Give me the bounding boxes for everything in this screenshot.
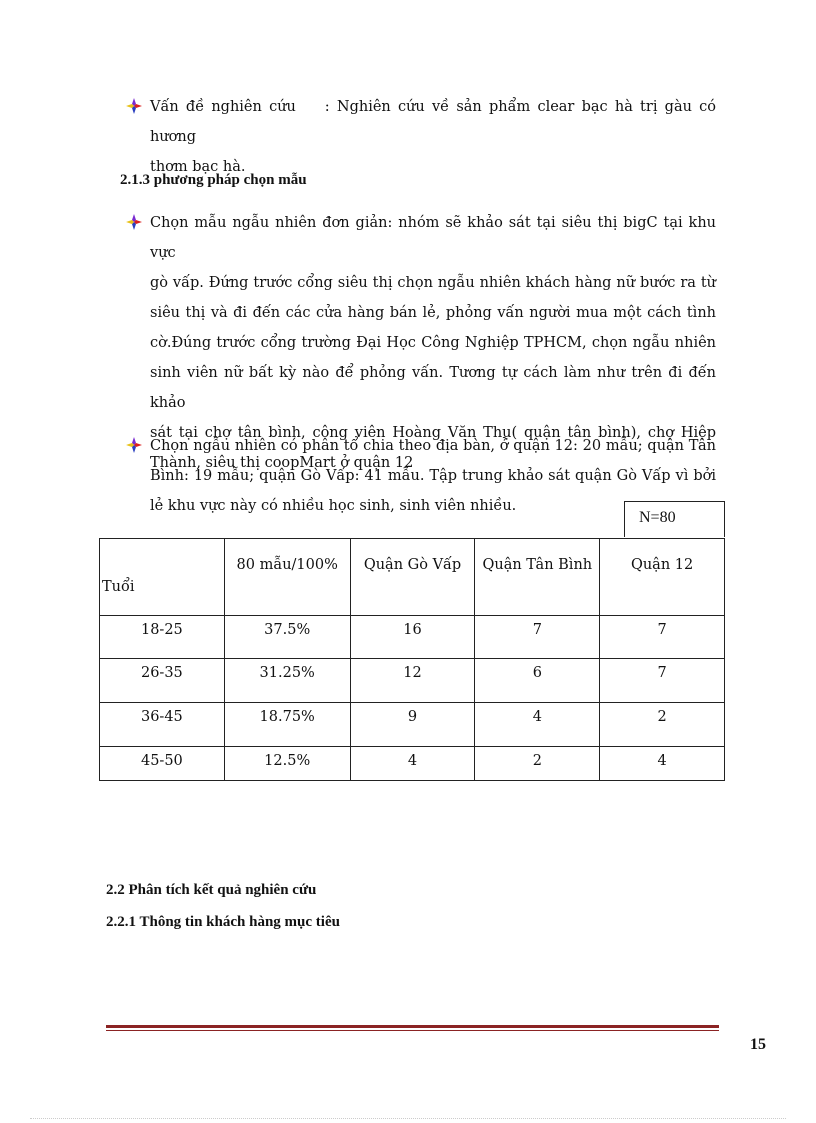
section-heading-213: 2.1.3 phương pháp chọn mẫu <box>120 172 307 188</box>
paragraph-line: Thành, siêu thị coopMart ở quận 12 <box>150 455 414 471</box>
table-header-cell: 80 mẫu/100% <box>224 539 350 616</box>
table-cell: 6 <box>475 659 600 703</box>
table-cell: 7 <box>600 616 725 659</box>
footer-rule-thick <box>106 1025 719 1028</box>
bullet-diamond-icon <box>126 214 142 230</box>
table-header-cell: Tuổi <box>100 539 225 616</box>
paragraph-line: siêu thị và đi đến các cửa hàng bán lẻ, phỏng vấn người mua một cách tình <box>150 305 716 321</box>
table-cell: 4 <box>600 747 725 781</box>
table-cell: 7 <box>475 616 600 659</box>
table-row <box>100 703 725 747</box>
paragraph-line: Bình: 19 mẫu; quận Gò Vấp: 41 mẫu. Tập trung khảo sát quận Gò Vấp vì bởi <box>150 468 716 484</box>
table-header-cell: Quận Tân Bình <box>475 539 600 616</box>
page-bottom-dotted-border <box>30 1118 786 1119</box>
sample-size-box: N=80 <box>624 501 725 537</box>
research-problem-label: Vấn đề nghiên cứu <box>150 99 296 115</box>
paragraph-line: sát tại chợ tân bình, công viên Hoàng Văn Thụ( quận tân bình), chợ Hiệp <box>150 425 716 441</box>
research-problem-separator: : <box>324 99 330 115</box>
paragraph-line: sinh viên nữ bất kỳ nào để phỏng vấn. Tương tự cách làm như trên đi đến khảo <box>150 365 716 411</box>
table-cell: 18.75% <box>224 703 350 747</box>
table-row <box>100 616 725 659</box>
paragraph-line: cờ.Đúng trước cổng trường Đại Học Công Nghiệp TPHCM, chọn ngẫu nhiên <box>150 335 716 351</box>
research-problem-text-line1: Nghiên cứu về sản phẩm clear bạc hà trị gàu có hương <box>150 99 717 145</box>
section-heading-221: 2.2.1 Thông tin khách hàng mục tiêu <box>106 914 340 930</box>
sample-table <box>99 538 725 781</box>
table-cell: 37.5% <box>224 616 350 659</box>
paragraph-line: gò vấp. Đứng trước cổng siêu thị chọn ngẫu nhiên khách hàng nữ bước ra từ <box>150 275 716 291</box>
table-cell: 2 <box>475 747 600 781</box>
table-row <box>100 659 725 703</box>
paragraph-line: Chọn mẫu ngẫu nhiên đơn giản: nhóm sẽ khảo sát tại siêu thị bigC tại khu vực <box>150 215 716 261</box>
table-cell: 12 <box>350 659 475 703</box>
section-heading-22: 2.2 Phân tích kết quả nghiên cứu <box>106 882 317 898</box>
footer-rule-thin <box>106 1030 719 1031</box>
table-cell: 4 <box>350 747 475 781</box>
table-cell: 36-45 <box>100 703 225 747</box>
table-header-cell: Quận 12 <box>600 539 725 616</box>
table-row <box>100 747 725 781</box>
table-cell: 45-50 <box>100 747 225 781</box>
research-problem-text-line2: thơm bạc hà. <box>150 159 246 175</box>
bullet-diamond-icon <box>126 437 142 453</box>
table-cell: 2 <box>600 703 725 747</box>
table-cell: 9 <box>350 703 475 747</box>
table-header-row <box>100 539 725 616</box>
table-cell: 12.5% <box>224 747 350 781</box>
paragraph-line: lẻ khu vực này có nhiều học sinh, sinh viên nhiều. <box>150 498 517 514</box>
table-cell: 31.25% <box>224 659 350 703</box>
bullet-diamond-icon <box>126 98 142 114</box>
table-cell: 26-35 <box>100 659 225 703</box>
table-cell: 16 <box>350 616 475 659</box>
table-cell: 4 <box>475 703 600 747</box>
table-cell: 18-25 <box>100 616 225 659</box>
table-header-cell: Quận Gò Vấp <box>350 539 475 616</box>
research-problem <box>150 92 716 182</box>
table-cell: 7 <box>600 659 725 703</box>
page-number: 15 <box>750 1036 766 1053</box>
paragraph-line: Chọn ngẫu nhiên có phân tổ chia theo địa bàn, ở quận 12: 20 mẫu; quận Tân <box>150 438 716 454</box>
